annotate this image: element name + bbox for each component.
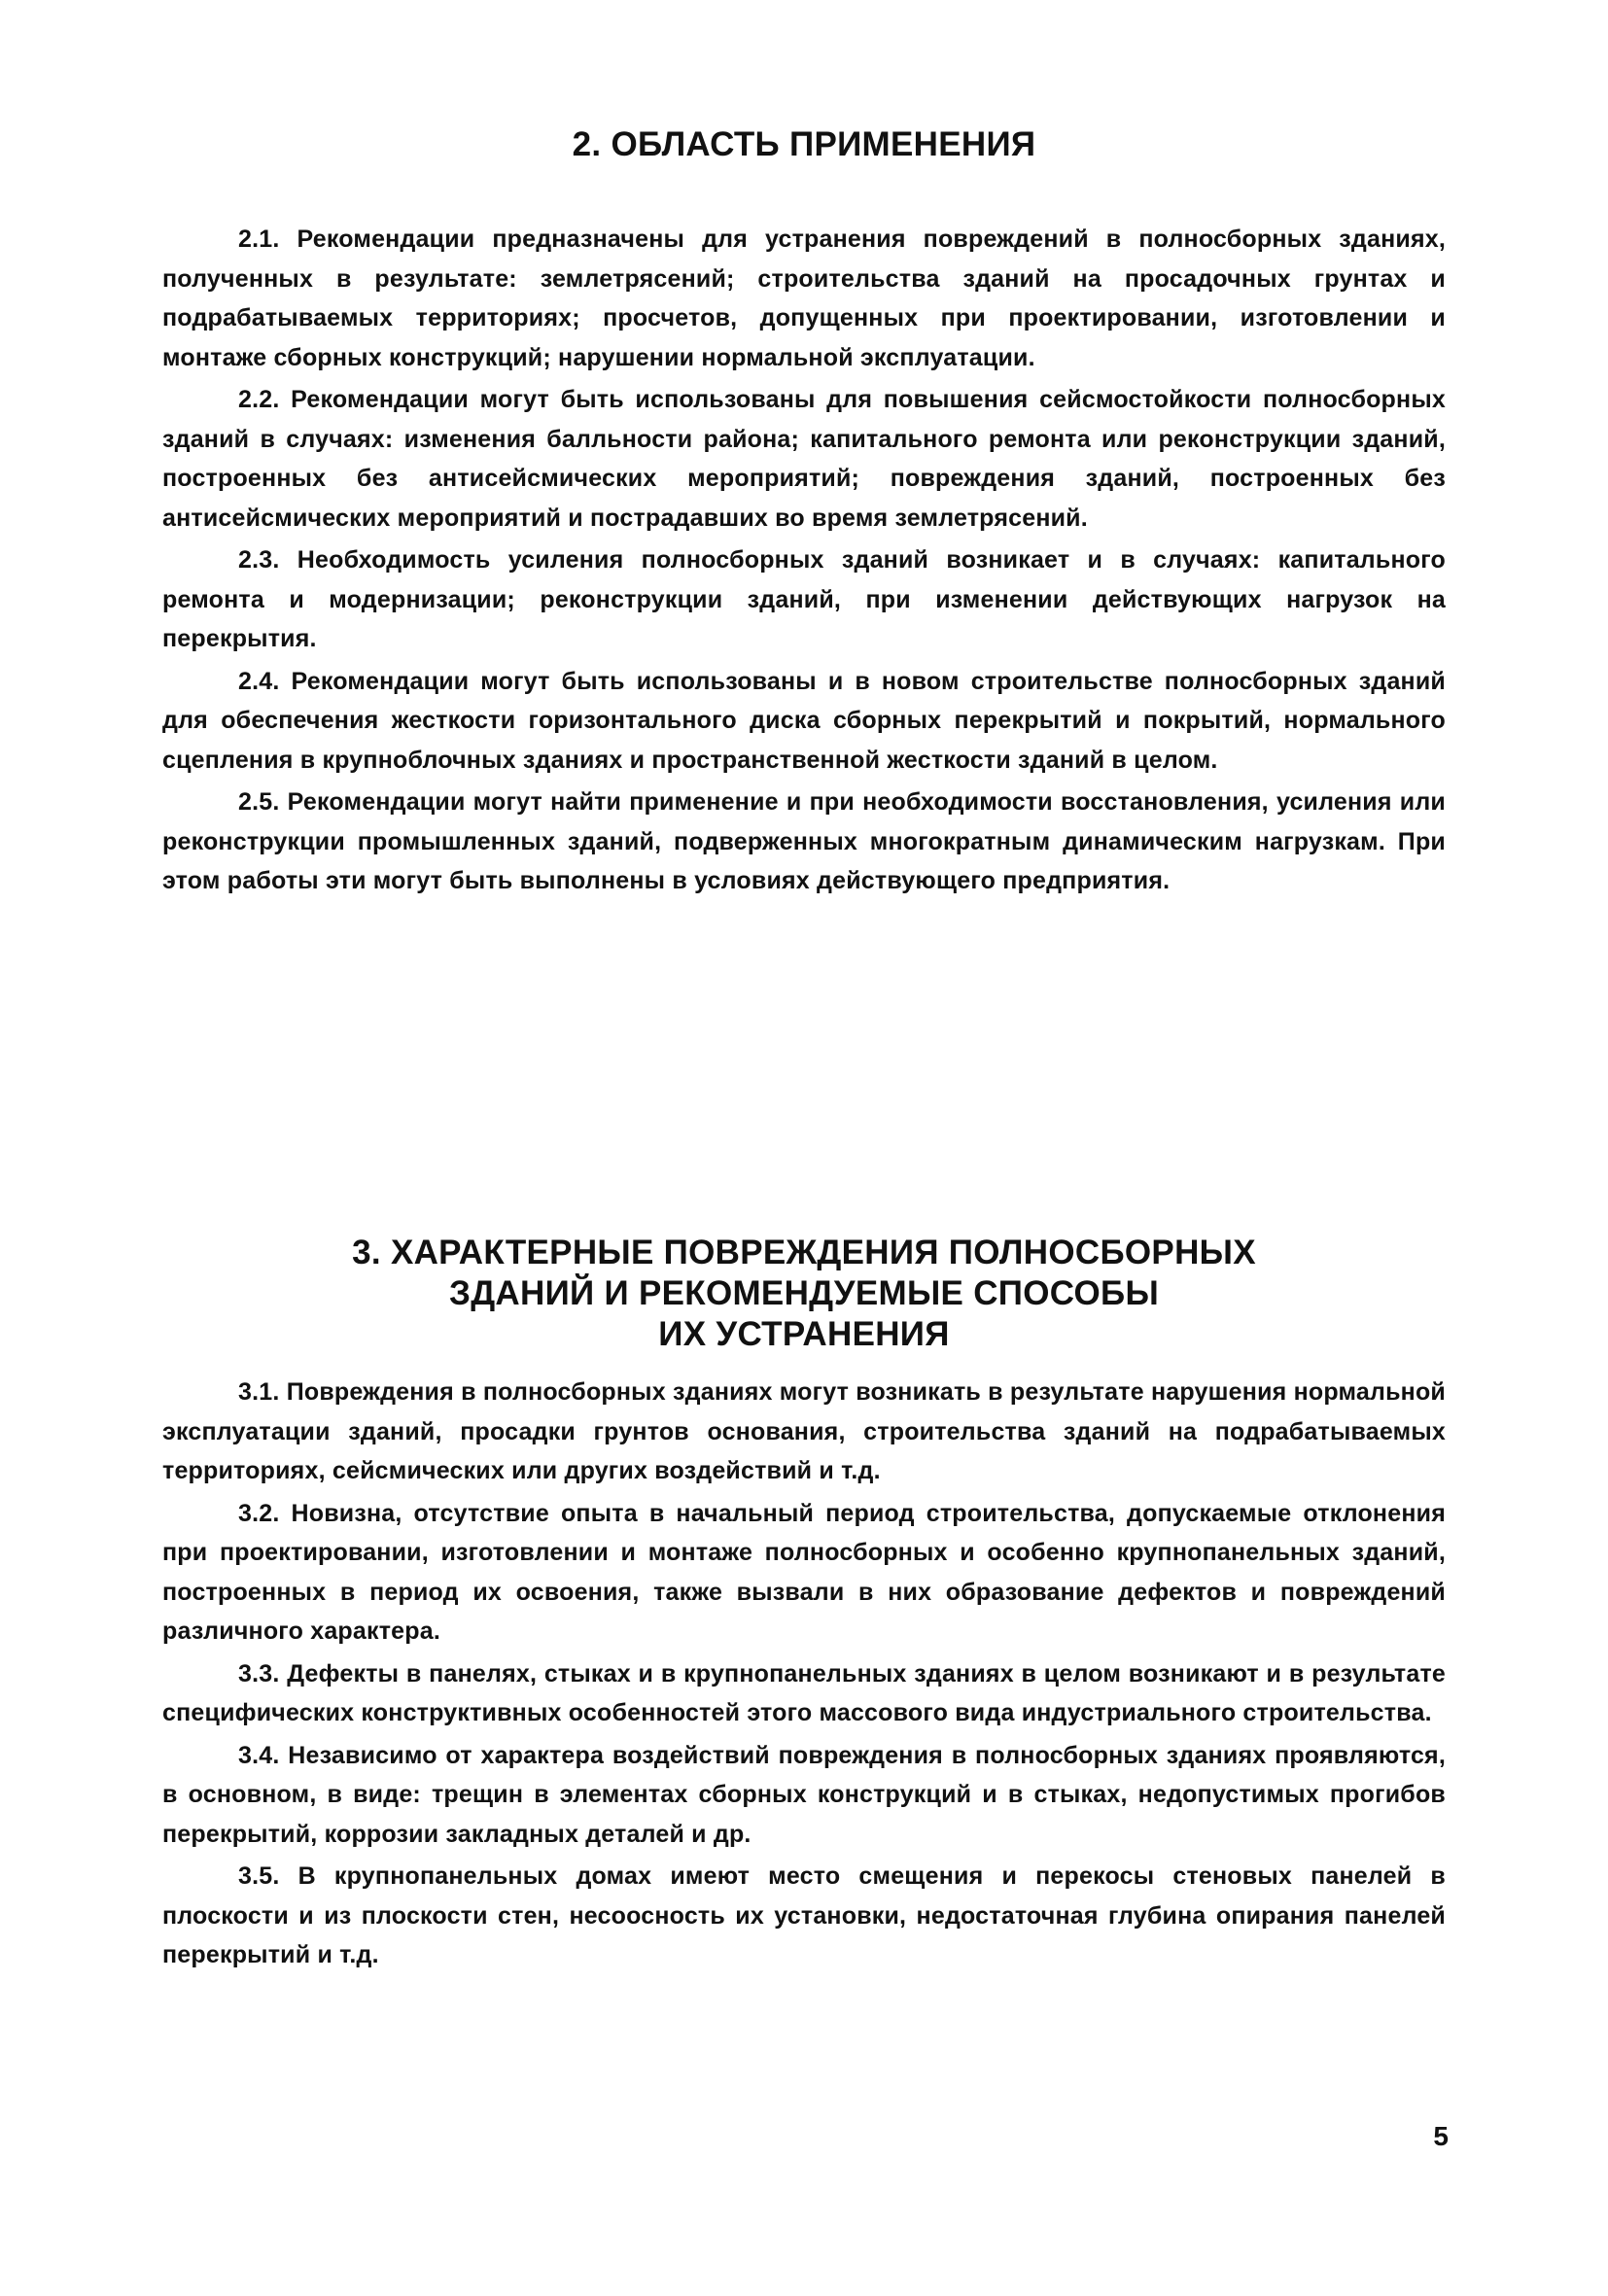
heading-line: 2. ОБЛАСТЬ ПРИМЕНЕНИЯ bbox=[572, 125, 1036, 163]
section-heading bbox=[162, 124, 1446, 165]
paragraph-text: Рекомендации предназначены для устранения повреждений в полносборных зданиях, полученных в результате: землетрясений; строительства зданий на просадочных грунтах и подрабатываемых территориях; просчетов, допущенных при проектировании, изготовлении и монтаже сборных конструкций; нарушении нормальной эксплуатации. bbox=[162, 226, 1446, 371]
paragraph bbox=[162, 540, 1446, 659]
paragraph-text: Повреждения в полносборных зданиях могут возникать в результате нарушения нормальной эксплуатации зданий, просадки грунтов основания, строительства зданий на подрабатываемых территориях, сейсмических или других воздействий и т.д. bbox=[162, 1378, 1447, 1484]
paragraph bbox=[162, 220, 1446, 377]
paragraph bbox=[162, 380, 1446, 538]
paragraph-number: 2.1. bbox=[238, 226, 280, 253]
paragraph-number: 2.3. bbox=[238, 546, 280, 574]
paragraph-number: 3.3. bbox=[238, 1659, 280, 1687]
heading-line: ЗДАНИЙ И РЕКОМЕНДУЕМЫЕ СПОСОБЫ bbox=[448, 1274, 1160, 1312]
paragraph-text: Необходимость усиления полносборных зданий возникает и в случаях: капитального ремонта и модернизации; реконструкции зданий, при изменении действующих нагрузок на перекрытия. bbox=[162, 546, 1446, 652]
paragraph-number: 3.5. bbox=[238, 1862, 280, 1890]
paragraph bbox=[162, 1736, 1446, 1855]
paragraph bbox=[162, 1494, 1446, 1652]
paragraph-number: 3.4. bbox=[238, 1741, 280, 1769]
section-heading bbox=[162, 1233, 1446, 1355]
section-typical-damage bbox=[162, 1233, 1446, 1978]
paragraph-number: 3.2. bbox=[238, 1499, 280, 1527]
paragraph bbox=[162, 1654, 1446, 1733]
paragraph bbox=[162, 1857, 1446, 1975]
heading-line: ИХ УСТРАНЕНИЯ bbox=[658, 1315, 950, 1353]
paragraph-text: Рекомендации могут быть использованы и в новом строительстве полносборных зданий для обеспечения жесткости горизонтального диска сборных перекрытий и покрытий, нормального сцепления в крупноблочных зданиях и пространственной жесткости зданий в целом. bbox=[162, 667, 1446, 774]
paragraph-number: 2.2. bbox=[238, 386, 280, 413]
paragraph-text: Независимо от характера воздействий повреждения в полносборных зданиях проявляются, в основном, в виде: трещин в элементах сборных конструкций и в стыках, недопустимых прогибов перекрытий, коррозии закладных деталей и др. bbox=[162, 1741, 1446, 1848]
paragraph-number: 2.4. bbox=[238, 667, 280, 695]
paragraph-text: Новизна, отсутствие опыта в начальный период строительства, допускаемые отклонения при проектировании, изготовлении и монтаже полносборных и особенно крупнопанельных зданий, построенных в период их освоения, также вызвали в них образование дефектов и повреждений различного характера. bbox=[162, 1499, 1446, 1645]
paragraph-number: 2.5. bbox=[238, 788, 280, 816]
paragraph bbox=[162, 783, 1446, 901]
paragraph-text: Рекомендации могут быть использованы для повышения сейсмостойкости полносборных зданий в случаях: изменения балльности района; капитального ремонта или реконструкции зданий, построенных без антисейсмических мероприятий; повреждения зданий, построенных без антисейсмических мероприятий и пострадавших во время землетрясений. bbox=[162, 386, 1446, 532]
paragraph-text: Дефекты в панелях, стыках и в крупнопанельных зданиях в целом возникают и в результате специфических конструктивных особенностей этого массового вида индустриального строительства. bbox=[162, 1659, 1446, 1726]
heading-line: 3. ХАРАКТЕРНЫЕ ПОВРЕЖДЕНИЯ ПОЛНОСБОРНЫХ bbox=[352, 1234, 1256, 1271]
paragraph-text: Рекомендации могут найти применение и при необходимости восстановления, усиления или реконструкции промышленных зданий, подверженных многократным динамическим нагрузкам. При этом работы эти могут быть выполнены в условиях действующего предприятия. bbox=[162, 788, 1446, 894]
page-number: 5 bbox=[1433, 2121, 1449, 2151]
paragraph-number: 3.1. bbox=[238, 1378, 280, 1406]
section-application-scope bbox=[162, 124, 1446, 904]
paragraph-text: В крупнопанельных домах имеют место смещения и перекосы стеновых панелей в плоскости и из плоскости стен, несоосность их установки, недостаточная глубина опирания панелей перекрытий и т.д. bbox=[162, 1862, 1446, 1968]
paragraph bbox=[162, 662, 1446, 781]
paragraph bbox=[162, 1373, 1446, 1491]
